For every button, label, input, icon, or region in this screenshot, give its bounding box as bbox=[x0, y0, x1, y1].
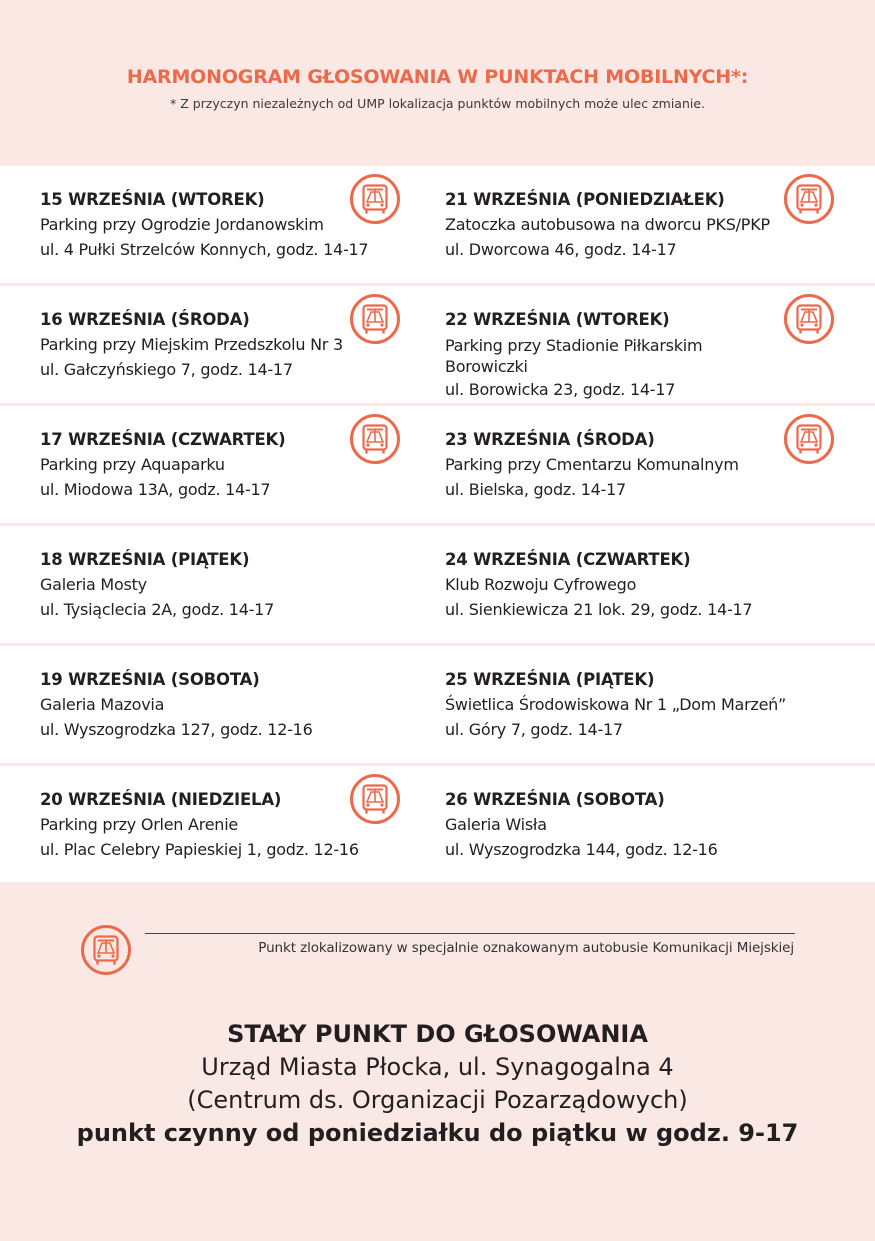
entry-date: 19 WRZEŚNIA (SOBOTA) bbox=[40, 670, 260, 689]
entry-location: Parking przy Orlen Arenie bbox=[40, 815, 238, 834]
entry-address: ul. Tysiąclecia 2A, godz. 14-17 bbox=[40, 600, 275, 619]
location-change-note: * Z przyczyn niezależnych od UMP lokalizacja punktów mobilnych może ulec zmianie. bbox=[169, 96, 706, 111]
entry-date: 24 WRZEŚNIA (CZWARTEK) bbox=[445, 550, 691, 569]
schedule-entry bbox=[445, 286, 785, 403]
legend-divider bbox=[145, 933, 795, 934]
schedule-entry bbox=[40, 766, 380, 882]
bus-icon bbox=[783, 413, 835, 465]
schedule-entry bbox=[40, 166, 380, 283]
entry-address: ul. Góry 7, godz. 14-17 bbox=[445, 720, 623, 739]
permanent-point-organization: (Centrum ds. Organizacji Pozarządowych) bbox=[187, 1086, 688, 1114]
entry-date: 23 WRZEŚNIA (ŚRODA) bbox=[445, 430, 655, 449]
entry-address: ul. Sienkiewicza 21 lok. 29, godz. 14-17 bbox=[445, 600, 753, 619]
schedule-entry bbox=[445, 406, 785, 523]
entry-address: ul. 4 Pułki Strzelców Konnych, godz. 14-17 bbox=[40, 240, 369, 259]
entry-date: 21 WRZEŚNIA (PONIEDZIAŁEK) bbox=[445, 190, 725, 209]
entry-location: Parking przy Ogrodzie Jordanowskim bbox=[40, 215, 324, 234]
header bbox=[0, 0, 875, 166]
entry-location: Parking przy Aquaparku bbox=[40, 455, 225, 474]
entry-location: Zatoczka autobusowa na dworcu PKS/PKP bbox=[445, 215, 770, 234]
schedule-row bbox=[0, 646, 875, 763]
schedule-row bbox=[0, 766, 875, 882]
entry-location: Parking przy Stadionie Piłkarskim Borowiczki bbox=[445, 336, 703, 376]
schedule-table bbox=[0, 166, 875, 882]
entry-location: Świetlica Środowiskowa Nr 1 „Dom Marzeń” bbox=[445, 695, 787, 714]
permanent-point-hours: punkt czynny od poniedziałku do piątku w godz. 9-17 bbox=[76, 1119, 799, 1147]
entry-location: Parking przy Miejskim Przedszkolu Nr 3 bbox=[40, 335, 343, 354]
bus-icon bbox=[80, 924, 132, 976]
entry-location: Parking przy Cmentarzu Komunalnym bbox=[445, 455, 739, 474]
entry-location: Galeria Mosty bbox=[40, 575, 147, 594]
schedule-row bbox=[0, 166, 875, 283]
schedule-entry bbox=[40, 526, 380, 643]
schedule-entry bbox=[40, 286, 380, 403]
entry-address: ul. Wyszogrodzka 127, godz. 12-16 bbox=[40, 720, 313, 739]
permanent-point-title: STAŁY PUNKT DO GŁOSOWANIA bbox=[227, 1020, 648, 1048]
schedule-entry bbox=[445, 766, 785, 882]
schedule-row bbox=[0, 526, 875, 643]
entry-address: ul. Bielska, godz. 14-17 bbox=[445, 480, 626, 499]
entry-address: ul. Dworcowa 46, godz. 14-17 bbox=[445, 240, 677, 259]
schedule-row bbox=[0, 406, 875, 523]
entry-location: Klub Rozwoju Cyfrowego bbox=[445, 575, 637, 594]
bus-icon bbox=[783, 173, 835, 225]
entry-date: 26 WRZEŚNIA (SOBOTA) bbox=[445, 790, 665, 809]
schedule-entry bbox=[40, 646, 380, 763]
entry-date: 22 WRZEŚNIA (WTOREK) bbox=[445, 310, 670, 329]
legend-text: Punkt zlokalizowany w specjalnie oznakowanym autobusie Komunikacji Miejskiej bbox=[258, 940, 794, 956]
entry-location: Galeria Wisła bbox=[445, 815, 547, 834]
entry-address: ul. Wyszogrodzka 144, godz. 12-16 bbox=[445, 840, 718, 859]
page-title: HARMONOGRAM GŁOSOWANIA W PUNKTACH MOBILNYCH*: bbox=[126, 66, 749, 88]
bus-icon bbox=[349, 173, 401, 225]
schedule-entry bbox=[445, 166, 785, 283]
entry-address: ul. Miodowa 13A, godz. 14-17 bbox=[40, 480, 271, 499]
footer bbox=[0, 882, 875, 1241]
entry-address: ul. Borowicka 23, godz. 14-17 bbox=[445, 380, 676, 399]
entry-address: ul. Gałczyńskiego 7, godz. 14-17 bbox=[40, 360, 293, 379]
entry-location: Galeria Mazovia bbox=[40, 695, 165, 714]
entry-date: 20 WRZEŚNIA (NIEDZIELA) bbox=[40, 790, 282, 809]
schedule-row bbox=[0, 286, 875, 403]
bus-icon bbox=[783, 293, 835, 345]
entry-date: 15 WRZEŚNIA (WTOREK) bbox=[40, 190, 265, 209]
permanent-point-address: Urząd Miasta Płocka, ul. Synagogalna 4 bbox=[201, 1053, 674, 1081]
entry-date: 16 WRZEŚNIA (ŚRODA) bbox=[40, 310, 250, 329]
bus-icon bbox=[349, 413, 401, 465]
entry-date: 18 WRZEŚNIA (PIĄTEK) bbox=[40, 550, 250, 569]
schedule-entry bbox=[40, 406, 380, 523]
entry-address: ul. Plac Celebry Papieskiej 1, godz. 12-16 bbox=[40, 840, 359, 859]
entry-date: 17 WRZEŚNIA (CZWARTEK) bbox=[40, 430, 286, 449]
entry-date: 25 WRZEŚNIA (PIĄTEK) bbox=[445, 670, 655, 689]
bus-icon bbox=[349, 293, 401, 345]
schedule-entry bbox=[445, 526, 785, 643]
schedule-entry bbox=[445, 646, 785, 763]
bus-icon bbox=[349, 773, 401, 825]
